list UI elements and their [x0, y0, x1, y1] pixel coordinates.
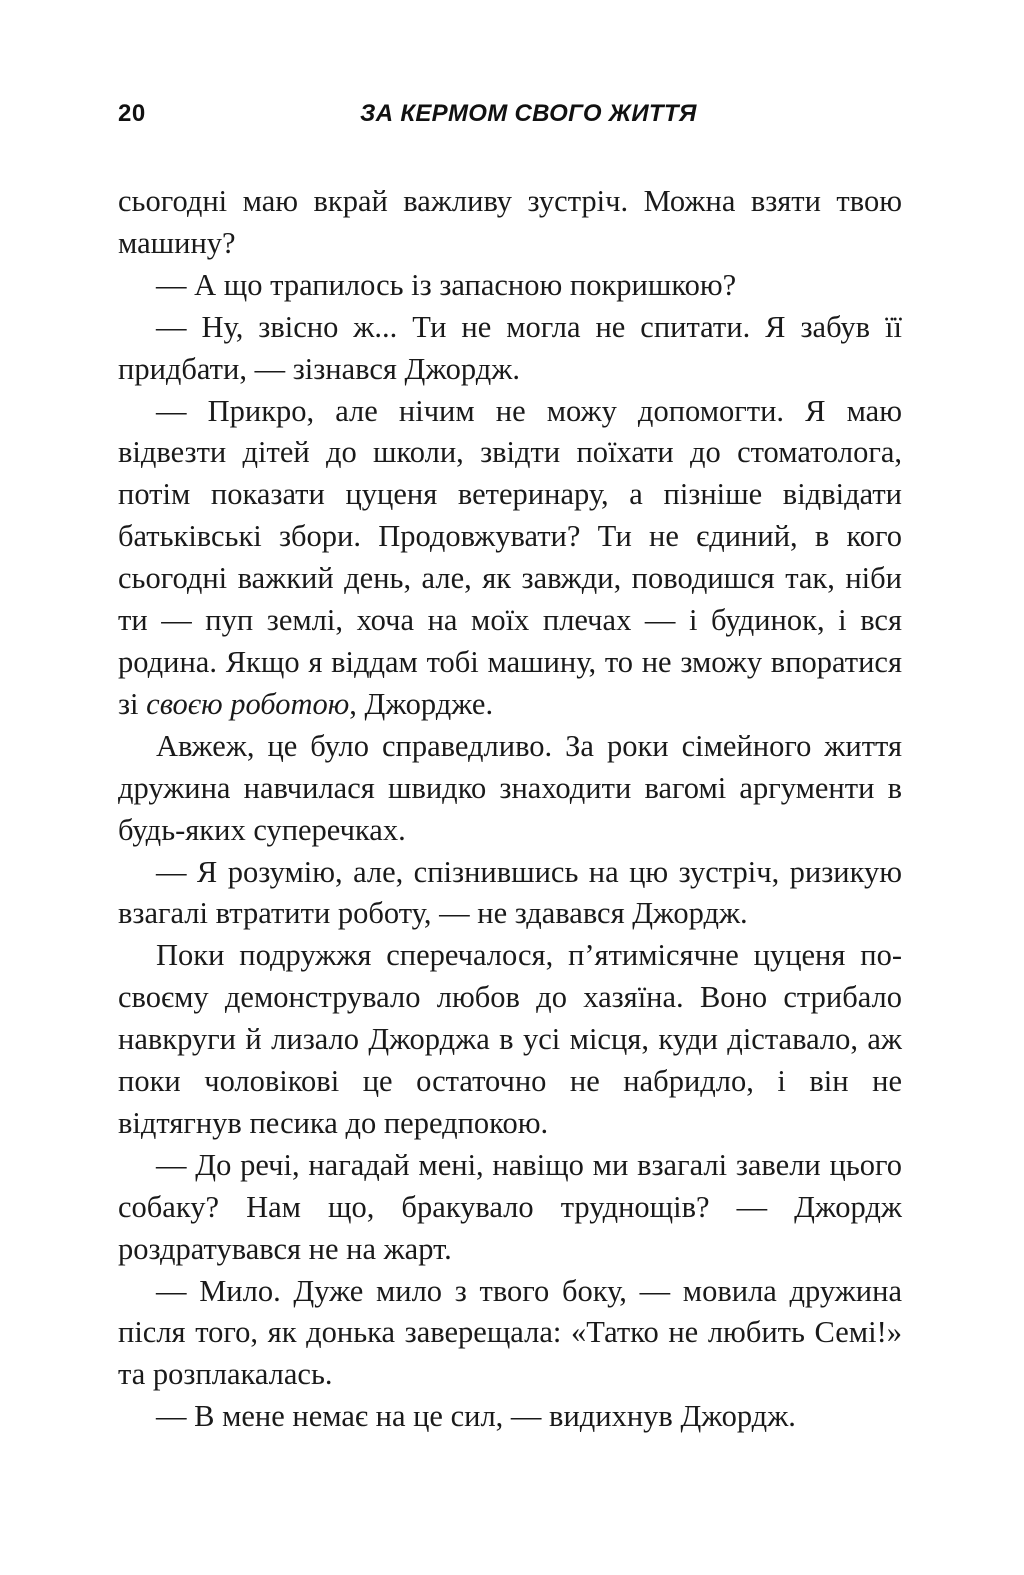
paragraph: — Я розумію, але, спізнившись на цю зустріч, ризикую взагалі втратити роботу, — не здавався Джордж. [118, 854, 902, 931]
paragraph: — А що трапилось із запасною покришкою? [156, 267, 737, 302]
running-head [118, 100, 904, 140]
paragraph-text: — Прикро, але нічим не можу допомогти. Я маю відвезти дітей до школи, звідти поїхати до стоматолога, потім показати цуценя ветеринару, а пізніше відвідати батьківські збори. Продовжувати? Ти не єдиний, в кого сьогодні важкий день, але, як завжди, поводишся так, ніби ти — пуп землі, хоча на моїх плечах — і будинок, і вся родина. Якщо я віддам тобі машину, то не зможу впоратися зі [118, 393, 902, 721]
emphasized-text: своєю роботою [146, 686, 350, 721]
paragraph: — Ну, звісно ж... Ти не могла не спитати. Я забув її придбати, — зізнався Джордж. [118, 309, 902, 386]
paragraph: сьогодні маю вкрай важливу зустріч. Можна взяти твою машину? [118, 184, 902, 260]
paragraph: — До речі, нагадай мені, навіщо ми взагалі завели цього собаку? Нам що, бракувало труднощів? — Джордж роздратувався не на жарт. [118, 1147, 902, 1266]
book-title: ЗА КЕРМОМ СВОГО ЖИТТЯ [360, 100, 697, 127]
paragraph-text: , Джордже. [349, 686, 494, 721]
paragraph: Авжеж, це було справедливо. За роки сімейного життя дружина навчилася швидко знаходити вагомі аргументи в будь-яких суперечках. [118, 728, 902, 847]
paragraph [118, 391, 902, 726]
paragraph: — Мило. Дуже мило з твого боку, — мовила дружина після того, як донька заверещала: «Татко не любить Семі!» та розплакалась. [118, 1273, 902, 1392]
paragraph: — В мене немає на це сил, — видихнув Джордж. [156, 1399, 796, 1434]
page-number: 20 [118, 100, 146, 127]
paragraph: Поки подружжя сперечалося, п’ятимісячне цуценя по-своєму демонструвало любов до хазяїна. Воно стрибало навкруги й лизало Джорджа в усі місця, куди діставало, аж поки чоловікові це остаточно не набридло, і він не відтягнув песика до передпокою. [118, 938, 902, 1140]
body-text [118, 181, 902, 1438]
